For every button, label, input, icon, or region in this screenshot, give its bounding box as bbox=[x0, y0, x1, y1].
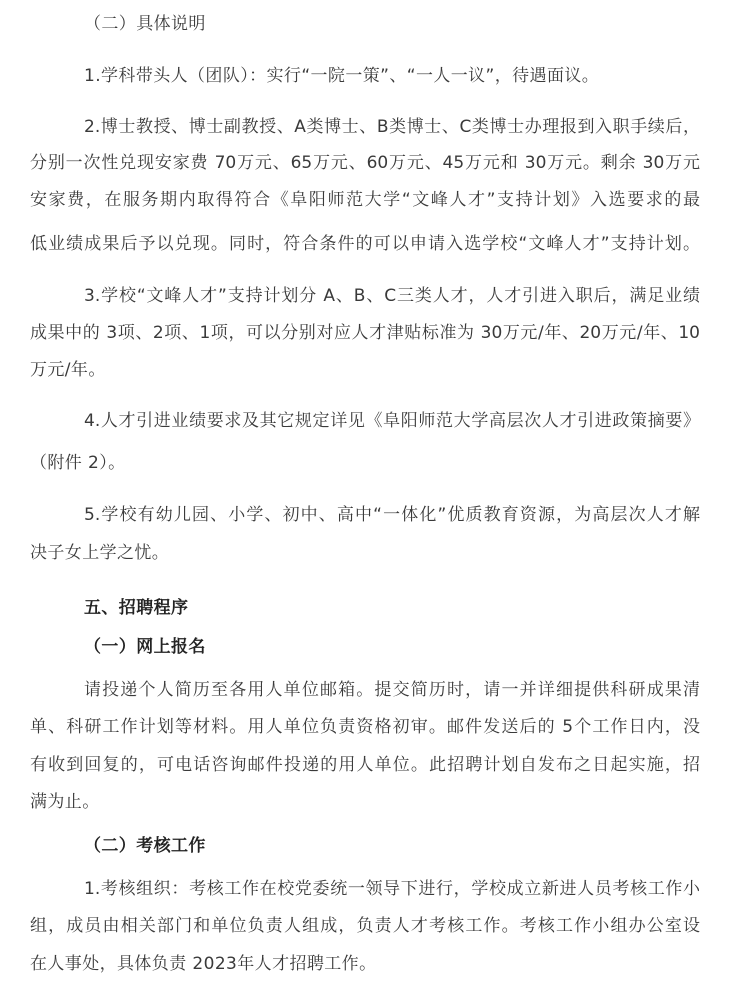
paragraph-7-line-3: 在人事处，具体负责 2023年人才招聘工作。 bbox=[30, 954, 377, 974]
paragraph-3-line-3: 万元/年。 bbox=[30, 360, 106, 380]
paragraph-6-line-4: 满为止。 bbox=[30, 792, 100, 812]
paragraph-2-line-3: 安家费，在服务期内取得符合《阜阳师范大学“文峰人才”支持计划》入选要求的最 bbox=[30, 190, 700, 210]
section-heading-recruitment-process: 五、招聘程序 bbox=[84, 598, 189, 618]
paragraph-2-line-1: 2.博士教授、博士副教授、A类博士、B类博士、C类博士办理报到入职手续后， bbox=[84, 117, 700, 137]
paragraph-3-line-1: 3.学校“文峰人才”支持计划分 A、B、C三类人才，人才引进入职后，满足业绩 bbox=[84, 286, 700, 306]
paragraph-3-line-2: 成果中的 3项、2项、1项，可以分别对应人才津贴标准为 30万元/年、20万元/年、10 bbox=[30, 323, 700, 343]
paragraph-7-line-2: 组，成员由相关部门和单位负责人组成，负责人才考核工作。考核工作小组办公室设 bbox=[30, 916, 700, 936]
subsection-heading-online-registration: （一）网上报名 bbox=[84, 637, 206, 657]
paragraph-6-line-3: 有收到回复的，可电话咨询邮件投递的用人单位。此招聘计划自发布之日起实施，招 bbox=[30, 755, 700, 775]
paragraph-7-line-1: 1.考核组织：考核工作在校党委统一领导下进行，学校成立新进人员考核工作小 bbox=[84, 879, 700, 899]
paragraph-5-line-2: 决子女上学之忧。 bbox=[30, 543, 170, 563]
paragraph-5-line-1: 5.学校有幼儿园、小学、初中、高中“一体化”优质教育资源，为高层次人才解 bbox=[84, 505, 700, 525]
section-heading-specific-notes: （二）具体说明 bbox=[84, 14, 206, 34]
paragraph-2-line-4: 低业绩成果后予以兑现。同时，符合条件的可以申请入选学校“文峰人才”支持计划。 bbox=[30, 234, 700, 254]
subsection-heading-assessment: （二）考核工作 bbox=[84, 836, 206, 856]
paragraph-1: 1.学科带头人（团队）：实行“一院一策”、“一人一议”，待遇面议。 bbox=[84, 66, 600, 86]
paragraph-6-line-1: 请投递个人简历至各用人单位邮箱。提交简历时，请一并详细提供科研成果清 bbox=[84, 680, 700, 700]
paragraph-4-line-2: （附件 2）。 bbox=[30, 453, 126, 473]
paragraph-4-line-1: 4.人才引进业绩要求及其它规定详见《阜阳师范大学高层次人才引进政策摘要》 bbox=[84, 411, 700, 431]
paragraph-2-line-2: 分别一次性兑现安家费 70万元、65万元、60万元、45万元和 30万元。剩余 30万元 bbox=[30, 153, 700, 173]
paragraph-6-line-2: 单、科研工作计划等材料。用人单位负责资格初审。邮件发送后的 5个工作日内，没 bbox=[30, 717, 700, 737]
